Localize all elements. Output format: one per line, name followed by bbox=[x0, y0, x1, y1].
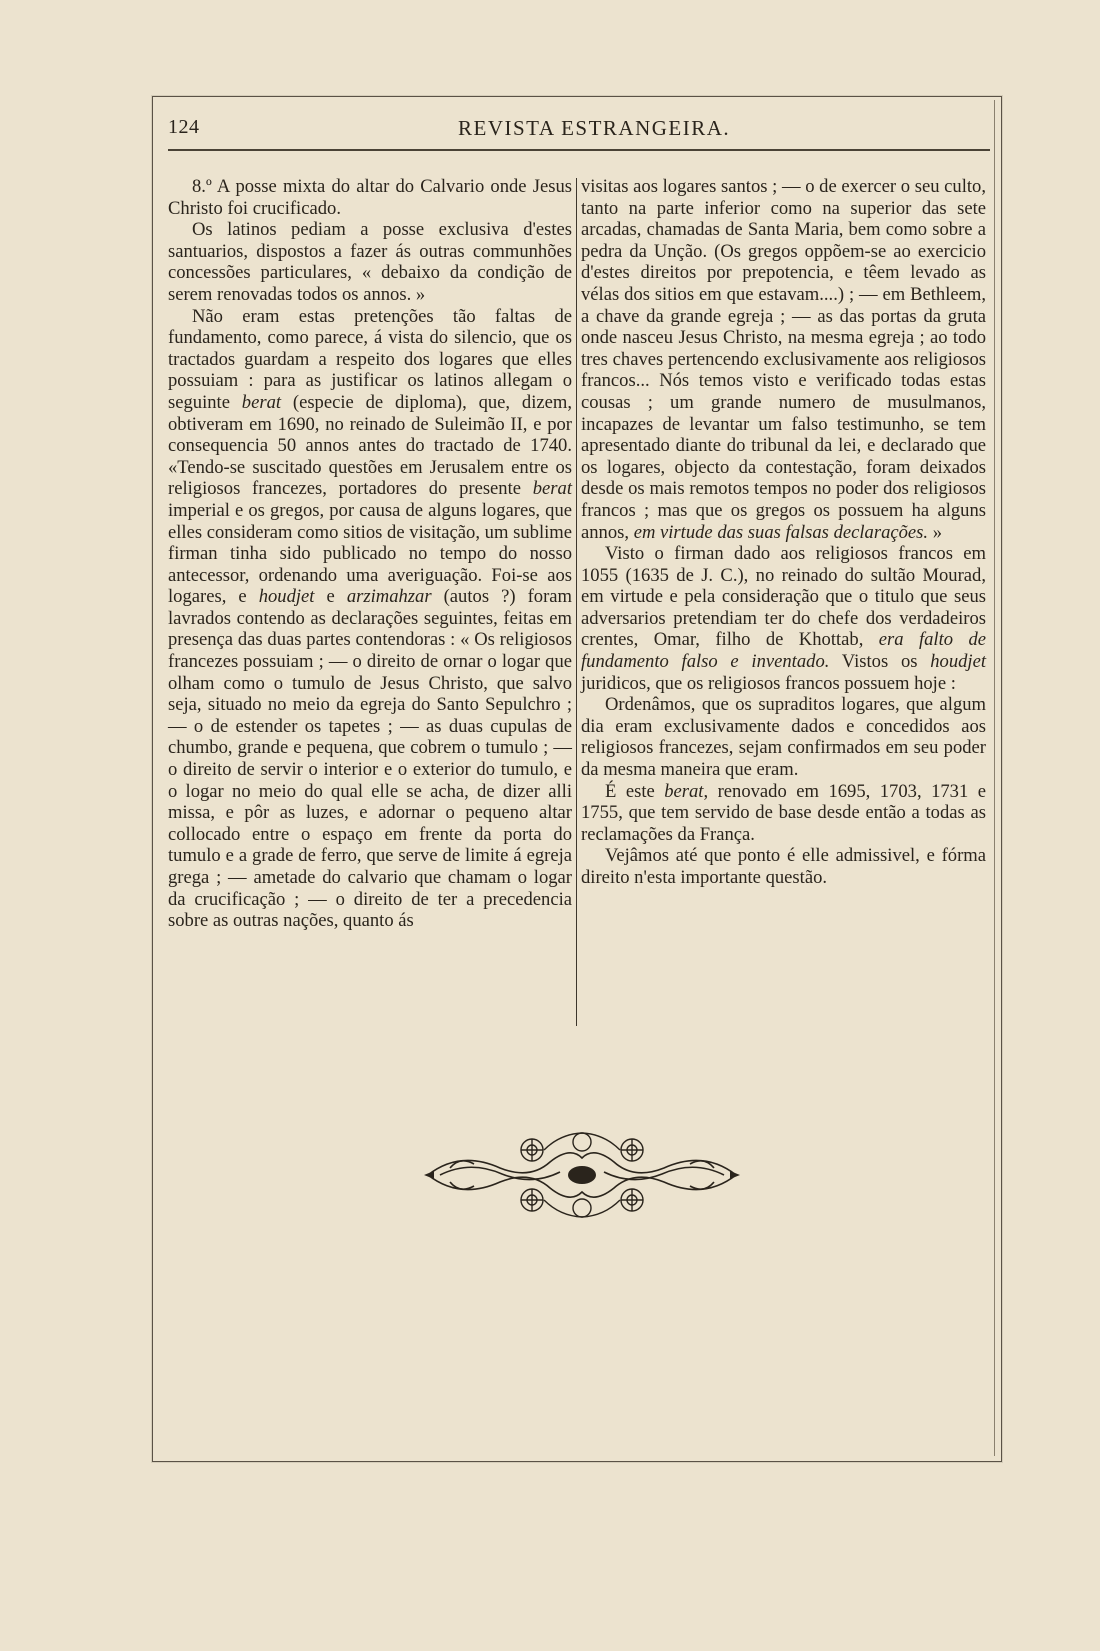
page-number: 124 bbox=[168, 116, 200, 138]
paragraph: visitas aos logares santos ; — o de exercer o seu culto, tanto na parte inferior como na superior das sete arcadas, chamadas de Santa Maria, bem como sobre a pedra da Unção. (Os gregos oppõem-se ao exercicio d'estes direitos por prepotencia, e têem levado as vélas dos sitios em que estavam....) ; — em Bethleem, a chave da grande egreja ; — as das portas da gruta onde nasceu Jesus Christo, na mesma egreja ; ao todo tres chaves pertencendo exclusivamente aos religiosos francos... Nós temos visto e verificado todas estas cousas ; um grande numero de musulmanos, incapazes de levantar um falso testimunho, se tem apresentado diante do tribunal da lei, e declarado que os logares, objecto da contestação, foram deixados desde os mais remotos tempos no poder dos religiosos francos ; mas que os gregos os possuem ha alguns annos, em virtude das suas falsas declarações. » bbox=[581, 176, 986, 543]
paragraph: É este berat, renovado em 1695, 1703, 1731 e 1755, que tem servido de base desde então a todas as reclamações da França. bbox=[581, 780, 986, 845]
italic-term: berat bbox=[241, 391, 282, 413]
paragraph: 8.º A posse mixta do altar do Calvario onde Jesus Christo foi crucificado. bbox=[168, 176, 572, 219]
italic-term: houdjet bbox=[258, 586, 315, 608]
paragraph: Ordenâmos, que os supraditos logares, que algum dia eram exclusivamente dados e concedidos aos religiosos francezes, sejam confirmados em seu poder da mesma maneira que eram. bbox=[581, 694, 986, 781]
paragraph: Visto o firman dado aos religiosos francos em 1055 (1635 de J. C.), no reinado do sultão Mourad, em virtude e pela consideração que o titulo que seus adversarios pretendiam ter do chefe dos verdadeiros crentes, Omar, filho de Khottab, era falto de fundamento falso e inventado. Vistos os houdjet juridicos, que os religiosos francos possuem hoje : bbox=[581, 543, 986, 694]
italic-phrase: era falto de fundamento falso e inventado. bbox=[581, 629, 986, 673]
italic-phrase: em virtude das suas falsas declarações. bbox=[633, 521, 929, 543]
italic-term: arzimahzar bbox=[346, 586, 432, 608]
left-column bbox=[168, 176, 572, 932]
italic-term: houdjet bbox=[930, 651, 986, 673]
frame-inner-line bbox=[994, 100, 995, 1456]
column-divider bbox=[576, 178, 577, 1026]
italic-term: berat bbox=[664, 780, 704, 802]
running-title: REVISTA ESTRANGEIRA. bbox=[458, 116, 731, 140]
paragraph: Os latinos pediam a posse exclusiva d'estes santuarios, dispostos a fazer ás outras communhões concessões particulares, « debaixo da condição de serem renovadas todos os annos. » bbox=[168, 219, 572, 305]
page-header bbox=[168, 112, 988, 146]
decorative-ornament-icon bbox=[420, 1128, 744, 1222]
right-column bbox=[581, 176, 986, 889]
italic-term: berat bbox=[532, 478, 572, 500]
paragraph: Vejâmos até que ponto é elle admissivel, e fórma direito n'esta importante questão. bbox=[581, 845, 986, 888]
paragraph: Não eram estas pretenções tão faltas de fundamento, como parece, á vista do silencio, que os tractados guardam a respeito dos logares que elles possuiam : para as justificar os latinos allegam o seguinte berat (especie de diploma), que, dizem, obtiveram em 1690, no reinado de Suleimão II, e por consequencia 50 annos antes do tractado de 1740. «Tendo-se suscitado questões em Jerusalem entre os religiosos francezes, portadores do presente berat imperial e os gregos, por causa de alguns logares, que elles consideram como sitios de visitação, um sublime firman tinha sido publicado no tempo do nosso antecessor, ordenando uma averiguação. Foi-se aos logares, e houdjet e arzimahzar (autos ?) foram lavrados contendo as declarações seguintes, feitas em presença das duas partes contendoras : « Os religiosos francezes possuiam ; — o direito de ornar o logar que olham como o tumulo de Jesus Christo, que salvo seja, situado no meio da egreja do Santo Sepulchro ; — o de estender os tapetes ; — as duas cupulas de chumbo, grande e pequena, que cobrem o tumulo ; — o direito de servir o interior e o exterior do tumulo, e o logar no meio do qual elle se acha, de dizer alli missa, e pôr as luzes, e adornar o pequeno altar collocado entre o espaço em frente da porta do tumulo e a grade de ferro, que serve de limite á egreja grega ; — ametade do calvario que chamam o logar da crucificação ; — o direito de ter a precedencia sobre as outras nações, quanto ás bbox=[168, 305, 572, 932]
header-rule bbox=[168, 149, 990, 151]
